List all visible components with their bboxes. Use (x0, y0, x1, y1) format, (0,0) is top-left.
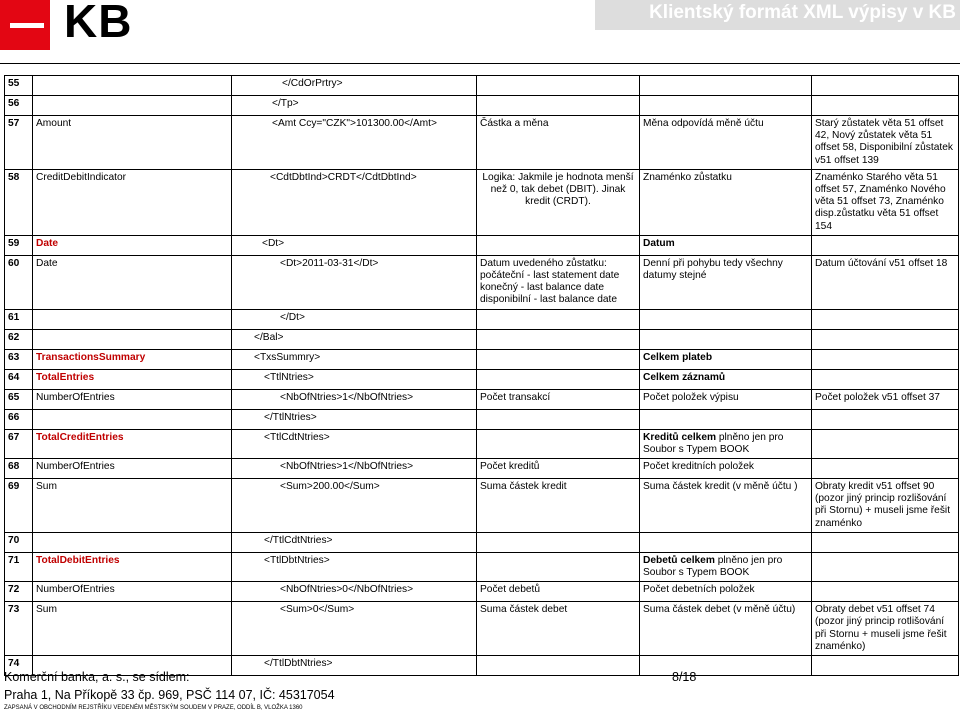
meaning-cell: Počet debetních položek (640, 582, 812, 602)
table-row (5, 409, 959, 429)
element-name: Sum (33, 479, 232, 533)
note-cell (812, 409, 959, 429)
row-number: 68 (5, 459, 33, 479)
note-cell (812, 349, 959, 369)
note-cell (812, 235, 959, 255)
element-name: NumberOfEntries (33, 582, 232, 602)
note-cell (812, 552, 959, 581)
logic-cell: Počet transakcí (477, 389, 640, 409)
table-row (5, 582, 959, 602)
xml-tag: </CdOrPrtry> (232, 76, 477, 96)
table-row (5, 96, 959, 116)
row-number: 62 (5, 329, 33, 349)
page-number: 8/18 (672, 670, 697, 684)
row-number: 63 (5, 349, 33, 369)
element-name (33, 532, 232, 552)
note-cell (812, 329, 959, 349)
row-number: 69 (5, 479, 33, 533)
footer-registry: ZAPSANÁ V OBCHODNÍM REJSTŘÍKU VEDENÉM MĚSTSKÝM SOUDEM V PRAZE, ODDÍL B, VLOŽKA 1360 (4, 705, 303, 711)
table-row (5, 389, 959, 409)
logo-bar (10, 23, 44, 28)
kb-logo-mark (0, 0, 50, 50)
meaning-cell: Denní při pohybu tedy všechny datumy stejné (640, 255, 812, 309)
row-number: 66 (5, 409, 33, 429)
meaning-cell: Počet položek výpisu (640, 389, 812, 409)
row-number: 73 (5, 602, 33, 656)
note-cell (812, 532, 959, 552)
note-cell (812, 656, 959, 676)
row-number: 59 (5, 235, 33, 255)
logic-cell: Částka a měna (477, 116, 640, 170)
row-number: 64 (5, 369, 33, 389)
table-row (5, 329, 959, 349)
page-header (0, 0, 960, 62)
table-row (5, 309, 959, 329)
table-row (5, 459, 959, 479)
xml-tag: <CdtDbtInd>CRDT</CdtDbtInd> (232, 169, 477, 235)
meaning-cell (640, 329, 812, 349)
footer-company: Komerční banka, a. s., se sídlem: (4, 670, 190, 684)
note-cell: Znaménko Starého věta 51 offset 57, Znaménko Nového věta 51 offset 73, Znaménko disp.zůstatku věta 51 offset 154 (812, 169, 959, 235)
element-name: TotalEntries (33, 369, 232, 389)
row-number: 58 (5, 169, 33, 235)
element-name: Date (33, 255, 232, 309)
element-name: TransactionsSummary (33, 349, 232, 369)
xml-tag: <Sum>200.00</Sum> (232, 479, 477, 533)
meaning-rest: plněno jen pro Soubor s Typem BOOK (643, 431, 784, 455)
logic-cell (477, 349, 640, 369)
element-name (33, 329, 232, 349)
element-name: Sum (33, 602, 232, 656)
row-number: 57 (5, 116, 33, 170)
logic-cell: Datum uvedeného zůstatku: počáteční - last statement date konečný - last balance date disponibilní - last balance date (477, 255, 640, 309)
meaning-cell: Celkem plateb (640, 349, 812, 369)
element-name (33, 409, 232, 429)
note-cell (812, 369, 959, 389)
note-cell (812, 429, 959, 458)
note-cell (812, 309, 959, 329)
xml-tag: <NbOfNtries>0</NbOfNtries> (232, 582, 477, 602)
xml-tag: <Dt> (232, 235, 477, 255)
xml-tag: <TtlNtries> (232, 369, 477, 389)
note-cell: Počet položek v51 offset 37 (812, 389, 959, 409)
table-row (5, 552, 959, 581)
meaning-cell (640, 409, 812, 429)
document-title: Klientský formát XML výpisy v KB (649, 2, 956, 23)
note-cell: Datum účtování v51 offset 18 (812, 255, 959, 309)
xml-tag: </TtlNtries> (232, 409, 477, 429)
row-number: 65 (5, 389, 33, 409)
row-number: 72 (5, 582, 33, 602)
table-row (5, 116, 959, 170)
xml-mapping-table (4, 75, 959, 676)
table-row (5, 235, 959, 255)
note-cell (812, 582, 959, 602)
logic-cell (477, 429, 640, 458)
logic-cell (477, 532, 640, 552)
table-row (5, 429, 959, 458)
xml-tag: </TtlCdtNtries> (232, 532, 477, 552)
footer-address: Praha 1, Na Příkopě 33 čp. 969, PSČ 114 07, IČ: 45317054 (4, 688, 335, 702)
element-name: NumberOfEntries (33, 389, 232, 409)
table-row (5, 479, 959, 533)
logic-cell: Suma částek debet (477, 602, 640, 656)
logic-cell (477, 409, 640, 429)
kb-logo-text: KB (64, 0, 133, 47)
header-divider (0, 63, 960, 64)
element-name: Date (33, 235, 232, 255)
meaning-bold: Kreditů celkem (643, 431, 717, 443)
meaning-cell (640, 309, 812, 329)
element-name: CreditDebitIndicator (33, 169, 232, 235)
xml-tag: <Amt Ccy="CZK">101300.00</Amt> (232, 116, 477, 170)
xml-tag: </TtlDbtNtries> (232, 656, 477, 676)
row-number: 56 (5, 96, 33, 116)
meaning-cell (640, 76, 812, 96)
note-cell: Obraty debet v51 offset 74 (pozor jiný princip rotlišování při Stornu + museli jsme řešit znaménko) (812, 602, 959, 656)
note-cell: Obraty kredit v51 offset 90 (pozor jiný princip rozlišování při Stornu) + museli jsme řešit znaménko (812, 479, 959, 533)
row-number: 71 (5, 552, 33, 581)
xml-tag: </Tp> (232, 96, 477, 116)
meaning-cell (640, 96, 812, 116)
logic-cell (477, 96, 640, 116)
xml-tag: <Sum>0</Sum> (232, 602, 477, 656)
row-number: 74 (5, 656, 33, 676)
table-row (5, 169, 959, 235)
row-number: 55 (5, 76, 33, 96)
table-row (5, 76, 959, 96)
table-row (5, 532, 959, 552)
logic-cell (477, 235, 640, 255)
note-cell: Starý zůstatek věta 51 offset 42, Nový zůstatek věta 51 offset 58, Disponibilní zůstatek v51 offset 139 (812, 116, 959, 170)
note-cell (812, 76, 959, 96)
element-name: Amount (33, 116, 232, 170)
logic-cell: Počet debetů (477, 582, 640, 602)
xml-tag: </Dt> (232, 309, 477, 329)
xml-tag: </Bal> (232, 329, 477, 349)
logic-cell: Suma částek kredit (477, 479, 640, 533)
element-name: TotalDebitEntries (33, 552, 232, 581)
table-row (5, 349, 959, 369)
element-name: TotalCreditEntries (33, 429, 232, 458)
meaning-rest: plněno jen pro Soubor s Typem BOOK (643, 554, 783, 579)
element-name (33, 76, 232, 96)
meaning-cell: Suma částek kredit (v měně účtu ) (640, 479, 812, 533)
xml-tag: <NbOfNtries>1</NbOfNtries> (232, 389, 477, 409)
row-number: 70 (5, 532, 33, 552)
meaning-cell: Datum (640, 235, 812, 255)
meaning-cell: Měna odpovídá měně účtu (640, 116, 812, 170)
table-row (5, 602, 959, 656)
logic-cell (477, 552, 640, 581)
note-cell (812, 96, 959, 116)
meaning-cell (640, 429, 812, 458)
title-band (595, 0, 960, 30)
xml-tag: <TtlCdtNtries> (232, 429, 477, 458)
xml-tag: <Dt>2011-03-31</Dt> (232, 255, 477, 309)
logic-cell: Logika: Jakmile je hodnota menší než 0, tak debet (DBIT). Jinak kredit (CRDT). (477, 169, 640, 235)
logic-cell (477, 309, 640, 329)
meaning-cell (640, 552, 812, 581)
row-number: 61 (5, 309, 33, 329)
logic-cell (477, 329, 640, 349)
row-number: 60 (5, 255, 33, 309)
logic-cell: Počet kreditů (477, 459, 640, 479)
meaning-cell (640, 656, 812, 676)
xml-tag: <NbOfNtries>1</NbOfNtries> (232, 459, 477, 479)
meaning-bold: Debetů celkem (643, 554, 715, 566)
logic-cell (477, 76, 640, 96)
meaning-cell: Celkem záznamů (640, 369, 812, 389)
xml-tag: <TxsSummry> (232, 349, 477, 369)
element-name (33, 309, 232, 329)
meaning-cell: Znaménko zůstatku (640, 169, 812, 235)
note-cell (812, 459, 959, 479)
element-name (33, 96, 232, 116)
table-row (5, 255, 959, 309)
meaning-cell: Suma částek debet (v měně účtu) (640, 602, 812, 656)
element-name: NumberOfEntries (33, 459, 232, 479)
meaning-cell (640, 532, 812, 552)
row-number: 67 (5, 429, 33, 458)
table-row (5, 369, 959, 389)
xml-tag: <TtlDbtNtries> (232, 552, 477, 581)
logic-cell (477, 369, 640, 389)
meaning-cell: Počet kreditních položek (640, 459, 812, 479)
logic-cell (477, 656, 640, 676)
